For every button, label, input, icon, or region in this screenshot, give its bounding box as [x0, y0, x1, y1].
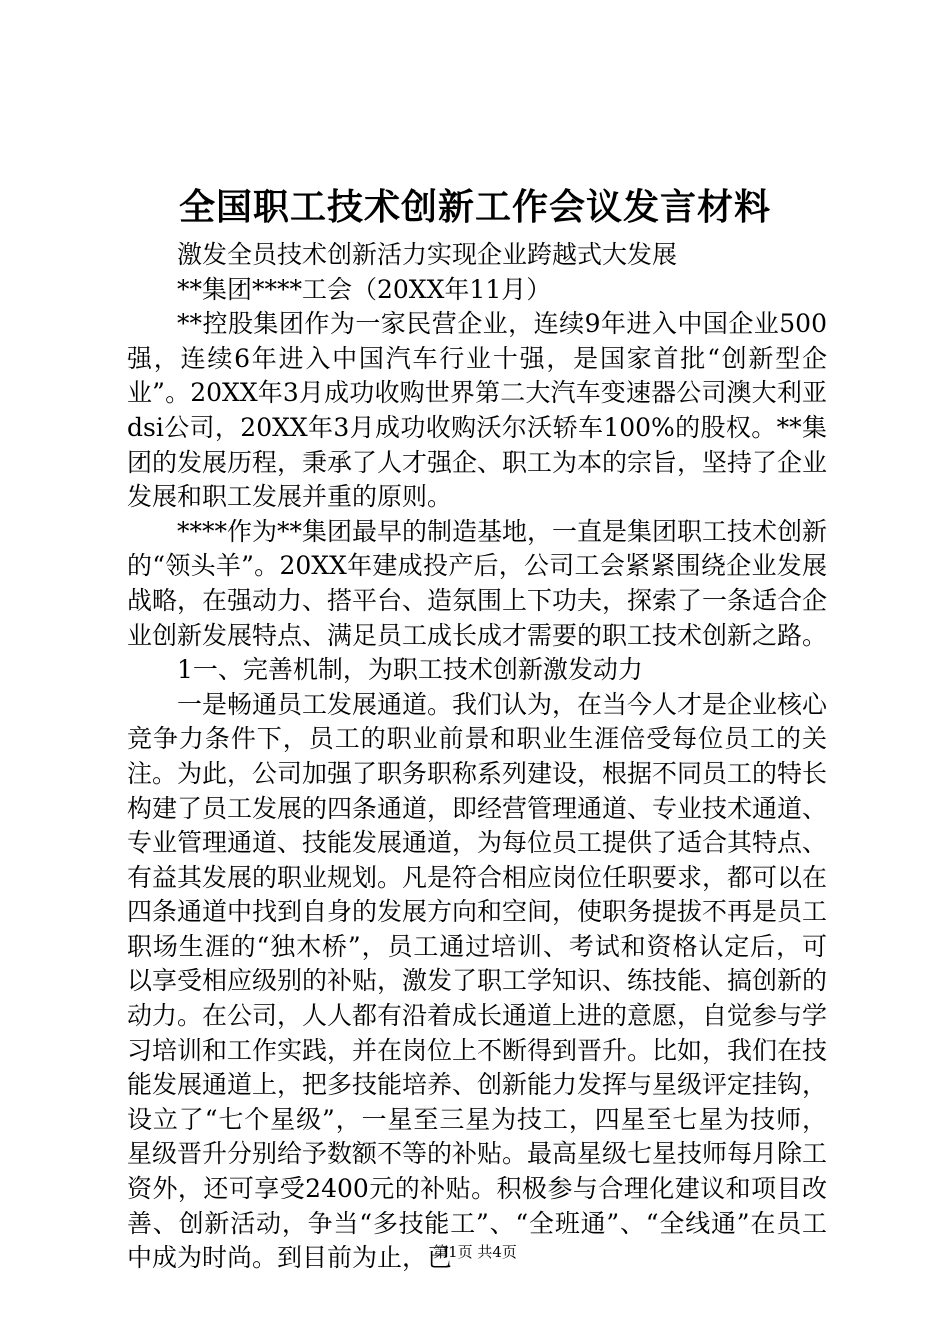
body-paragraph: 一是畅通员工发展通道。我们认为，在当今人才是企业核心竞争力条件下，员工的职业前景和职业生涯倍受每位员工的关注。为此，公司加强了职务职称系列建设，根据不同员工的特长构建了员工发展的四条通道，即经营管理通道、专业技术通道、专业管理通道、技能发展通道，为每位员工提供了适合其特点、有益其发展的职业规划。凡是符合相应岗位任职要求，都可以在四条通道中找到自身的发展方向和空间，使职务提拔不再是员工职场生涯的“独木桥”，员工通过培训、考试和资格认定后，可以享受相应级别的补贴，激发了职工学知识、练技能、搞创新的动力。在公司，人人都有沿着成长通道上进的意愿，自觉参与学习培训和工作实践，并在岗位上不断得到晋升。比如，我们在技能发展通道上，把多技能培养、创新能力发挥与星级评定挂钩，设立了“七个星级”，一星至三星为技工，四星至七星为技师，星级晋升分别给予数额不等的补贴。最高星级七星技师每月除工资外，还可享受2400元的补贴。积极参与合理化建议和项目改善、创新活动，争当“多技能工”、“全班通”、“全线通”在员工中成为时尚。到目前为止，已: [127, 689, 828, 1273]
body-paragraph: **控股集团作为一家民营企业，连续9年进入中国企业500强，连续6年进入中国汽车行业十强，是国家首批“创新型企业”。20XX年3月成功收购世界第二大汽车变速器公司澳大利亚dsi公司，20XX年3月成功收购沃尔沃轿车100%的股权。**集团的发展历程，秉承了人才强企、职工为本的宗旨，坚持了企业发展和职工发展并重的原则。: [127, 309, 828, 512]
page-footer: 第1页 共4页: [433, 1243, 517, 1261]
subtitle-paragraph: 激发全员技术创新活力实现企业跨越式大发展: [177, 240, 678, 269]
document-title: 全国职工技术创新工作会议发言材料: [178, 187, 771, 228]
author-line: **集团****工会（20XX年11月）: [177, 274, 552, 304]
section-heading: 1一、完善机制，为职工技术创新激发动力: [177, 655, 643, 685]
body-paragraph: ****作为**集团最早的制造基地，一直是集团职工技术创新的“领头羊”。20XX年建成投产后，公司工会紧紧围绕企业发展战略，在强动力、搭平台、造氛围上下功夫，探索了一条适合企业创新发展特点、满足员工成长成才需要的职工技术创新之路。: [127, 516, 828, 650]
document-body: [127, 238, 827, 1276]
